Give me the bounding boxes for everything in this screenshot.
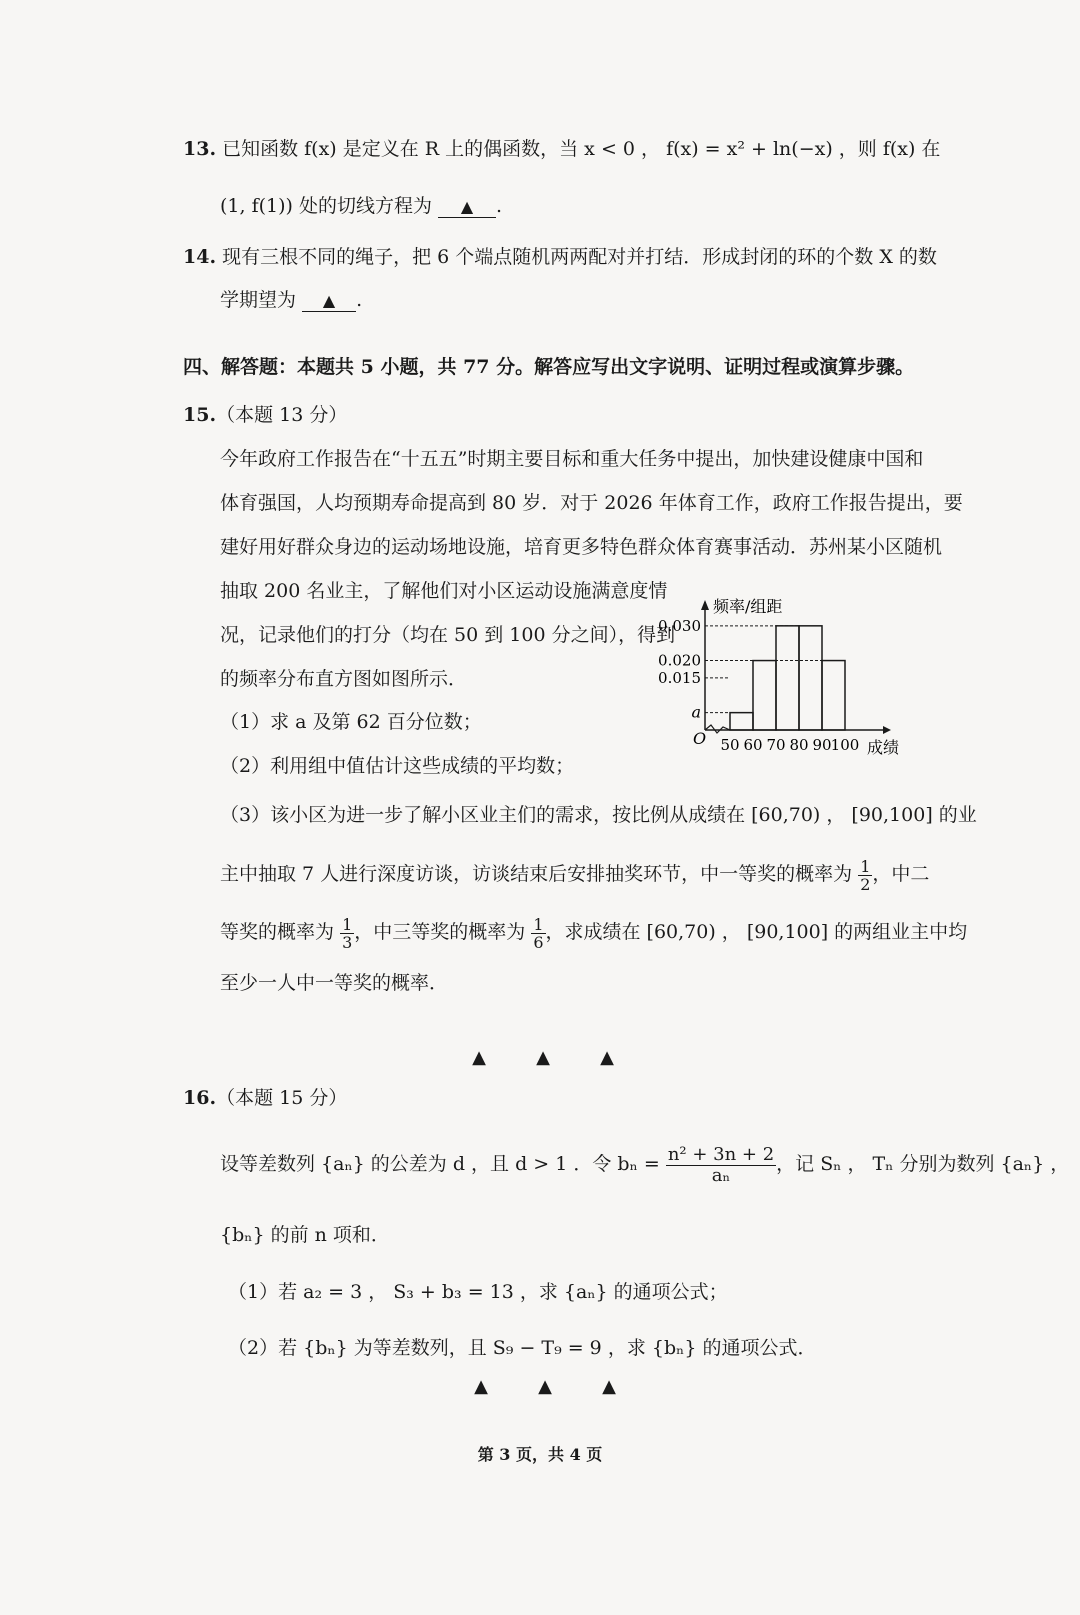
q15-para-line5: 况，记录他们的打分（均在 50 到 100 分之间），得到 <box>220 624 676 646</box>
q13-line2 <box>220 193 502 219</box>
y-axis-label: 频率/组距 <box>713 597 783 616</box>
q16-sub2: （2）若 {bₙ} 为等差数列，且 S₉ − T₉ = 9 ，求 {bₙ} 的通项公式． <box>228 1337 817 1359</box>
q14-line1 <box>183 244 937 270</box>
axis-break <box>705 725 730 733</box>
q15-sub3-line4: 至少一人中一等奖的概率． <box>220 972 449 994</box>
q16-line2: {bₙ} 的前 n 项和． <box>220 1224 390 1246</box>
q15-para-line4: 抽取 200 名业主，了解他们对小区运动设施满意度情 <box>220 580 668 602</box>
histogram-bar <box>822 661 845 730</box>
frac-numerator: 1 <box>342 914 353 934</box>
frac-denominator: 6 <box>533 932 544 952</box>
q14-answer-blank <box>302 290 356 312</box>
section4-heading: 四、解答题：本题共 5 小题，共 77 分。解答应写出文字说明、证明过程或演算步骤。 <box>183 356 915 378</box>
q14-text-line1: 现有三根不同的绳子，把 6 个端点随机两两配对并打结．形成封闭的环的个数 X 的数 <box>222 246 937 268</box>
triangle-mark: ▲ <box>472 1047 486 1068</box>
q16-line1 <box>220 1140 1069 1188</box>
q16-line1-post: ，记 Sₙ ， Tₙ 分别为数列 {aₙ} ， <box>776 1153 1070 1175</box>
q15-answer-triangles <box>447 1047 639 1068</box>
q14-line2 <box>220 287 362 313</box>
q16-line1-pre: 设等差数列 {aₙ} 的公差为 d ，且 d > 1 ．令 bₙ = <box>220 1153 660 1175</box>
q15-score: （本题 13 分） <box>216 404 348 426</box>
triangle-mark: ▲ <box>602 1376 616 1397</box>
x-tick-label: 80 <box>789 736 809 754</box>
frac-numerator: n² + 3n + 2 <box>667 1143 775 1165</box>
q16-sub1: （1）若 a₂ = 3 ， S₃ + b₃ = 13 ，求 {aₙ} 的通项公式； <box>228 1281 728 1303</box>
q13-text-line2: (1, f(1)) 处的切线方程为 <box>220 195 432 217</box>
triangle-mark: ▲ <box>538 1376 552 1397</box>
q15-para-line3: 建好用好群众身边的运动场地设施，培育更多特色群众体育赛事活动．苏州某小区随机 <box>220 536 943 558</box>
x-axis-label: 成绩 <box>867 738 900 757</box>
q15-para-line2: 体育强国，人均预期寿命提高到 80 岁．对于 2026 年体育工作，政府工作报告提出，要 <box>220 492 963 514</box>
q13-text-line1: 已知函数 f(x) 是定义在 R 上的偶函数，当 x < 0 ， f(x) = x² + ln(−x) ，则 f(x) 在 <box>222 138 941 160</box>
q15-sub3-line2-text: 主中抽取 7 人进行深度访谈，访谈结束后安排抽奖环节，中一等奖的概率为 <box>220 863 853 885</box>
q15-frac-sixth <box>531 916 545 951</box>
x-tick-label: 70 <box>766 736 786 754</box>
q14-period: . <box>356 289 363 311</box>
x-axis-arrow <box>883 726 891 734</box>
x-tick-label: 60 <box>743 736 763 754</box>
q16-answer-triangles <box>449 1376 641 1397</box>
q15-number: 15. <box>183 404 217 426</box>
q13-answer-mark: ▲ <box>460 197 474 216</box>
y-tick-label: 0.015 <box>658 668 701 687</box>
frac-numerator: 1 <box>533 914 544 934</box>
q14-answer-mark: ▲ <box>322 291 336 310</box>
page-footer: 第 3 页，共 4 页 <box>477 1445 603 1464</box>
q15-sub3-line3 <box>220 912 967 952</box>
histogram-bar <box>730 713 753 730</box>
histogram-bar <box>776 626 799 730</box>
x-tick-label: 100 <box>830 736 860 754</box>
q15-frac-half <box>858 858 872 893</box>
frac-denominator: 3 <box>342 932 353 952</box>
q14-text-line2: 学期望为 <box>220 289 297 311</box>
q15-sub3-line3-b: ，中三等奖的概率为 <box>354 921 526 943</box>
frac-denominator: 2 <box>860 874 871 894</box>
y-tick-label: 0.030 <box>658 616 701 635</box>
q13-answer-blank <box>438 196 496 218</box>
y-tick-label: 0.020 <box>658 651 701 670</box>
x-tick-label: 50 <box>720 736 740 754</box>
x-tick-label: 90 <box>812 736 832 754</box>
frac-denominator: aₙ <box>711 1164 731 1186</box>
frac-numerator: 1 <box>860 856 871 876</box>
y-axis-arrow <box>701 600 709 610</box>
q15-sub3-line1: （3）该小区为进一步了解小区业主们的需求，按比例从成绩在 [60,70) ， [90,100] 的业 <box>220 804 977 826</box>
q15-sub3-line2 <box>220 854 929 894</box>
q15-para-line6: 的频率分布直方图如图所示． <box>220 668 468 690</box>
q13-line1 <box>183 136 940 162</box>
q15-frac-third <box>340 916 354 951</box>
q16-score: （本题 15 分） <box>216 1087 348 1109</box>
q13-period: . <box>496 195 503 217</box>
q16-bn-fraction <box>666 1145 776 1186</box>
q14-number: 14. <box>183 246 217 268</box>
y-tick-label: a <box>691 702 701 722</box>
q15-sub3-line3-c: ，求成绩在 [60,70) ， [90,100] 的两组业主中均 <box>545 921 968 943</box>
q15-header <box>183 402 347 428</box>
q16-header <box>183 1085 347 1111</box>
q16-number: 16. <box>183 1087 217 1109</box>
q15-para-line1: 今年政府工作报告在“十五五”时期主要目标和重大任务中提出，加快建设健康中国和 <box>220 448 924 470</box>
frequency-histogram <box>655 590 915 770</box>
triangle-mark: ▲ <box>536 1047 550 1068</box>
q15-sub3-line2-tail: ，中二 <box>872 863 930 885</box>
triangle-mark: ▲ <box>474 1376 488 1397</box>
q15-sub1: （1）求 a 及第 62 百分位数； <box>220 711 482 733</box>
histogram-bar <box>799 626 822 730</box>
q15-sub3-line3-a: 等奖的概率为 <box>220 921 335 943</box>
origin-label: O <box>693 729 707 748</box>
histogram-bar <box>753 661 776 730</box>
q15-sub2: （2）利用组中值估计这些成绩的平均数； <box>220 755 575 777</box>
q13-number: 13. <box>183 138 217 160</box>
triangle-mark: ▲ <box>600 1047 614 1068</box>
